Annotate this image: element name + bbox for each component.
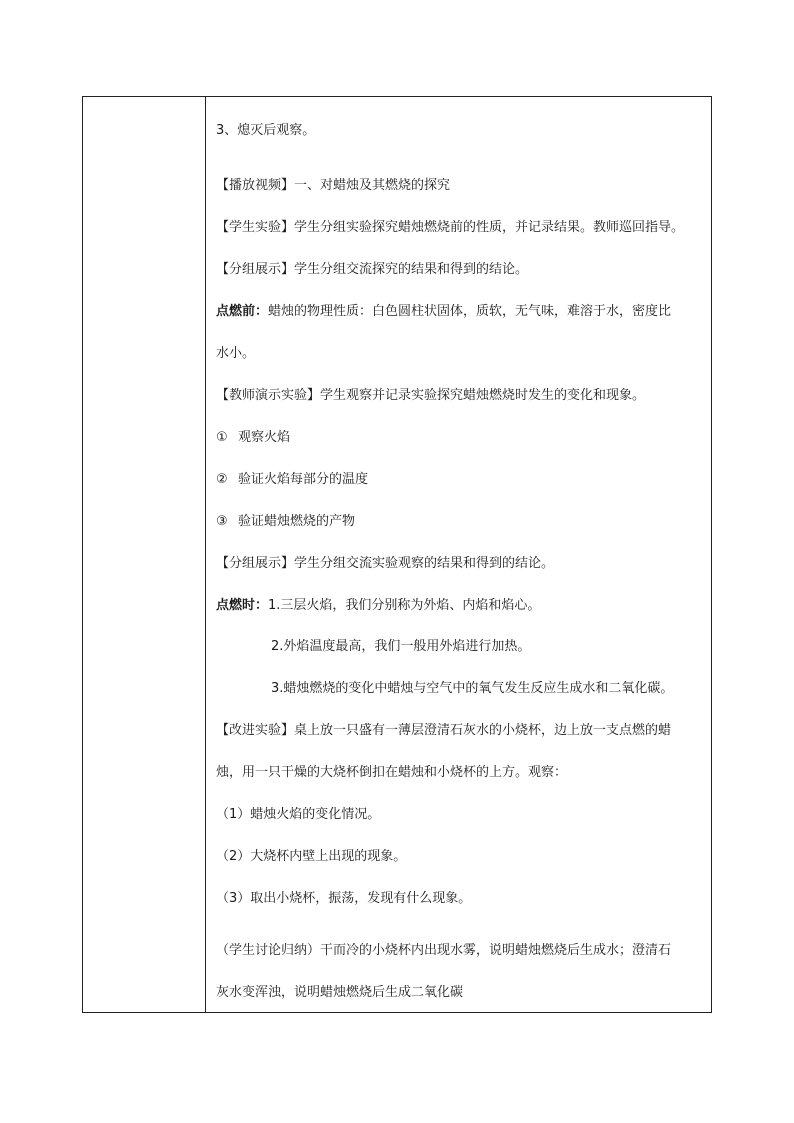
play-video-line bbox=[216, 177, 450, 195]
item-number-3: ③ bbox=[216, 514, 228, 529]
play-video-tag: 【播放视频】 bbox=[216, 178, 295, 193]
observe-flame-text: 观察火焰 bbox=[238, 430, 291, 445]
item-number-2: ② bbox=[216, 472, 228, 487]
verify-temperature-text: 验证火焰每部分的温度 bbox=[238, 472, 369, 487]
student-conclusion-continued: 灰水变浑浊，说明蜡烛燃烧后生成二氧化碳 bbox=[216, 985, 464, 1000]
content-cell bbox=[206, 97, 711, 1012]
improved-experiment-text: 桌上放一只盛有一薄层澄清石灰水的小烧杯，边上放一支点燃的蜡 bbox=[294, 723, 672, 738]
group-display-tag-2: 【分组展示】 bbox=[216, 556, 295, 571]
item-number-1: ① bbox=[216, 430, 228, 445]
outer-flame-point: 2.外焰温度最高，我们一般用外焰进行加热。 bbox=[271, 639, 531, 654]
group-display-tag-1: 【分组展示】 bbox=[216, 262, 295, 277]
student-experiment-line bbox=[216, 219, 684, 237]
before-ignition-text: 蜡烛的物理性质：白色圆柱状固体，质软，无气味，难溶于水，密度比 bbox=[268, 304, 672, 319]
verify-temperature-item bbox=[216, 471, 368, 489]
teacher-demo-line bbox=[216, 387, 645, 405]
improved-experiment-tag: 【改进实验】 bbox=[216, 723, 295, 738]
group-display-text-1: 学生分组交流探究的结果和得到的结论。 bbox=[294, 262, 529, 277]
student-experiment-text: 学生分组实验探究蜡烛燃烧前的性质，并记录结果。教师巡回指导。 bbox=[294, 220, 685, 235]
observation-1: （1）蜡烛火焰的变化情况。 bbox=[216, 807, 381, 822]
verify-products-item bbox=[216, 513, 355, 531]
student-conclusion-line: （学生讨论归纳）干而冷的小烧杯内出现水雾，说明蜡烛燃烧后生成水；澄清石 bbox=[216, 943, 672, 958]
teacher-demo-tag: 【教师演示实验】 bbox=[216, 388, 321, 403]
during-ignition-line bbox=[216, 597, 540, 615]
during-ignition-text: 1.三层火焰，我们分别称为外焰、内焰和焰心。 bbox=[268, 598, 541, 613]
group-display-text-2: 学生分组交流实验观察的结果和得到的结论。 bbox=[294, 556, 555, 571]
group-display-line-2 bbox=[216, 555, 554, 573]
student-experiment-tag: 【学生实验】 bbox=[216, 220, 295, 235]
improved-experiment-continued: 烛，用一只干燥的大烧杯倒扣在蜡烛和小烧杯的上方。观察： bbox=[216, 765, 568, 780]
during-ignition-label: 点燃时： bbox=[216, 598, 269, 613]
before-ignition-line bbox=[216, 303, 671, 321]
observation-2: （2）大烧杯内壁上出现的现象。 bbox=[216, 849, 407, 864]
observe-flame-item bbox=[216, 429, 290, 447]
play-video-text: 一、对蜡烛及其燃烧的探究 bbox=[294, 178, 451, 193]
step-extinguish: 3、熄灭后观察。 bbox=[216, 123, 316, 138]
left-column-cell bbox=[83, 97, 206, 1012]
before-ignition-label: 点燃前： bbox=[216, 304, 269, 319]
observation-3: （3）取出小烧杯，振荡，发现有什么现象。 bbox=[216, 891, 472, 906]
group-display-line-1 bbox=[216, 261, 528, 279]
before-ignition-continued: 水小。 bbox=[216, 346, 256, 361]
verify-products-text: 验证蜡烛燃烧的产物 bbox=[238, 514, 356, 529]
improved-experiment-line bbox=[216, 722, 671, 740]
teacher-demo-text: 学生观察并记录实验探究蜡烛燃烧时发生的变化和现象。 bbox=[320, 388, 646, 403]
combustion-products-point: 3.蜡烛燃烧的变化中蜡烛与空气中的氧气发生反应生成水和二氧化碳。 bbox=[271, 681, 674, 696]
lesson-table bbox=[82, 96, 712, 1013]
